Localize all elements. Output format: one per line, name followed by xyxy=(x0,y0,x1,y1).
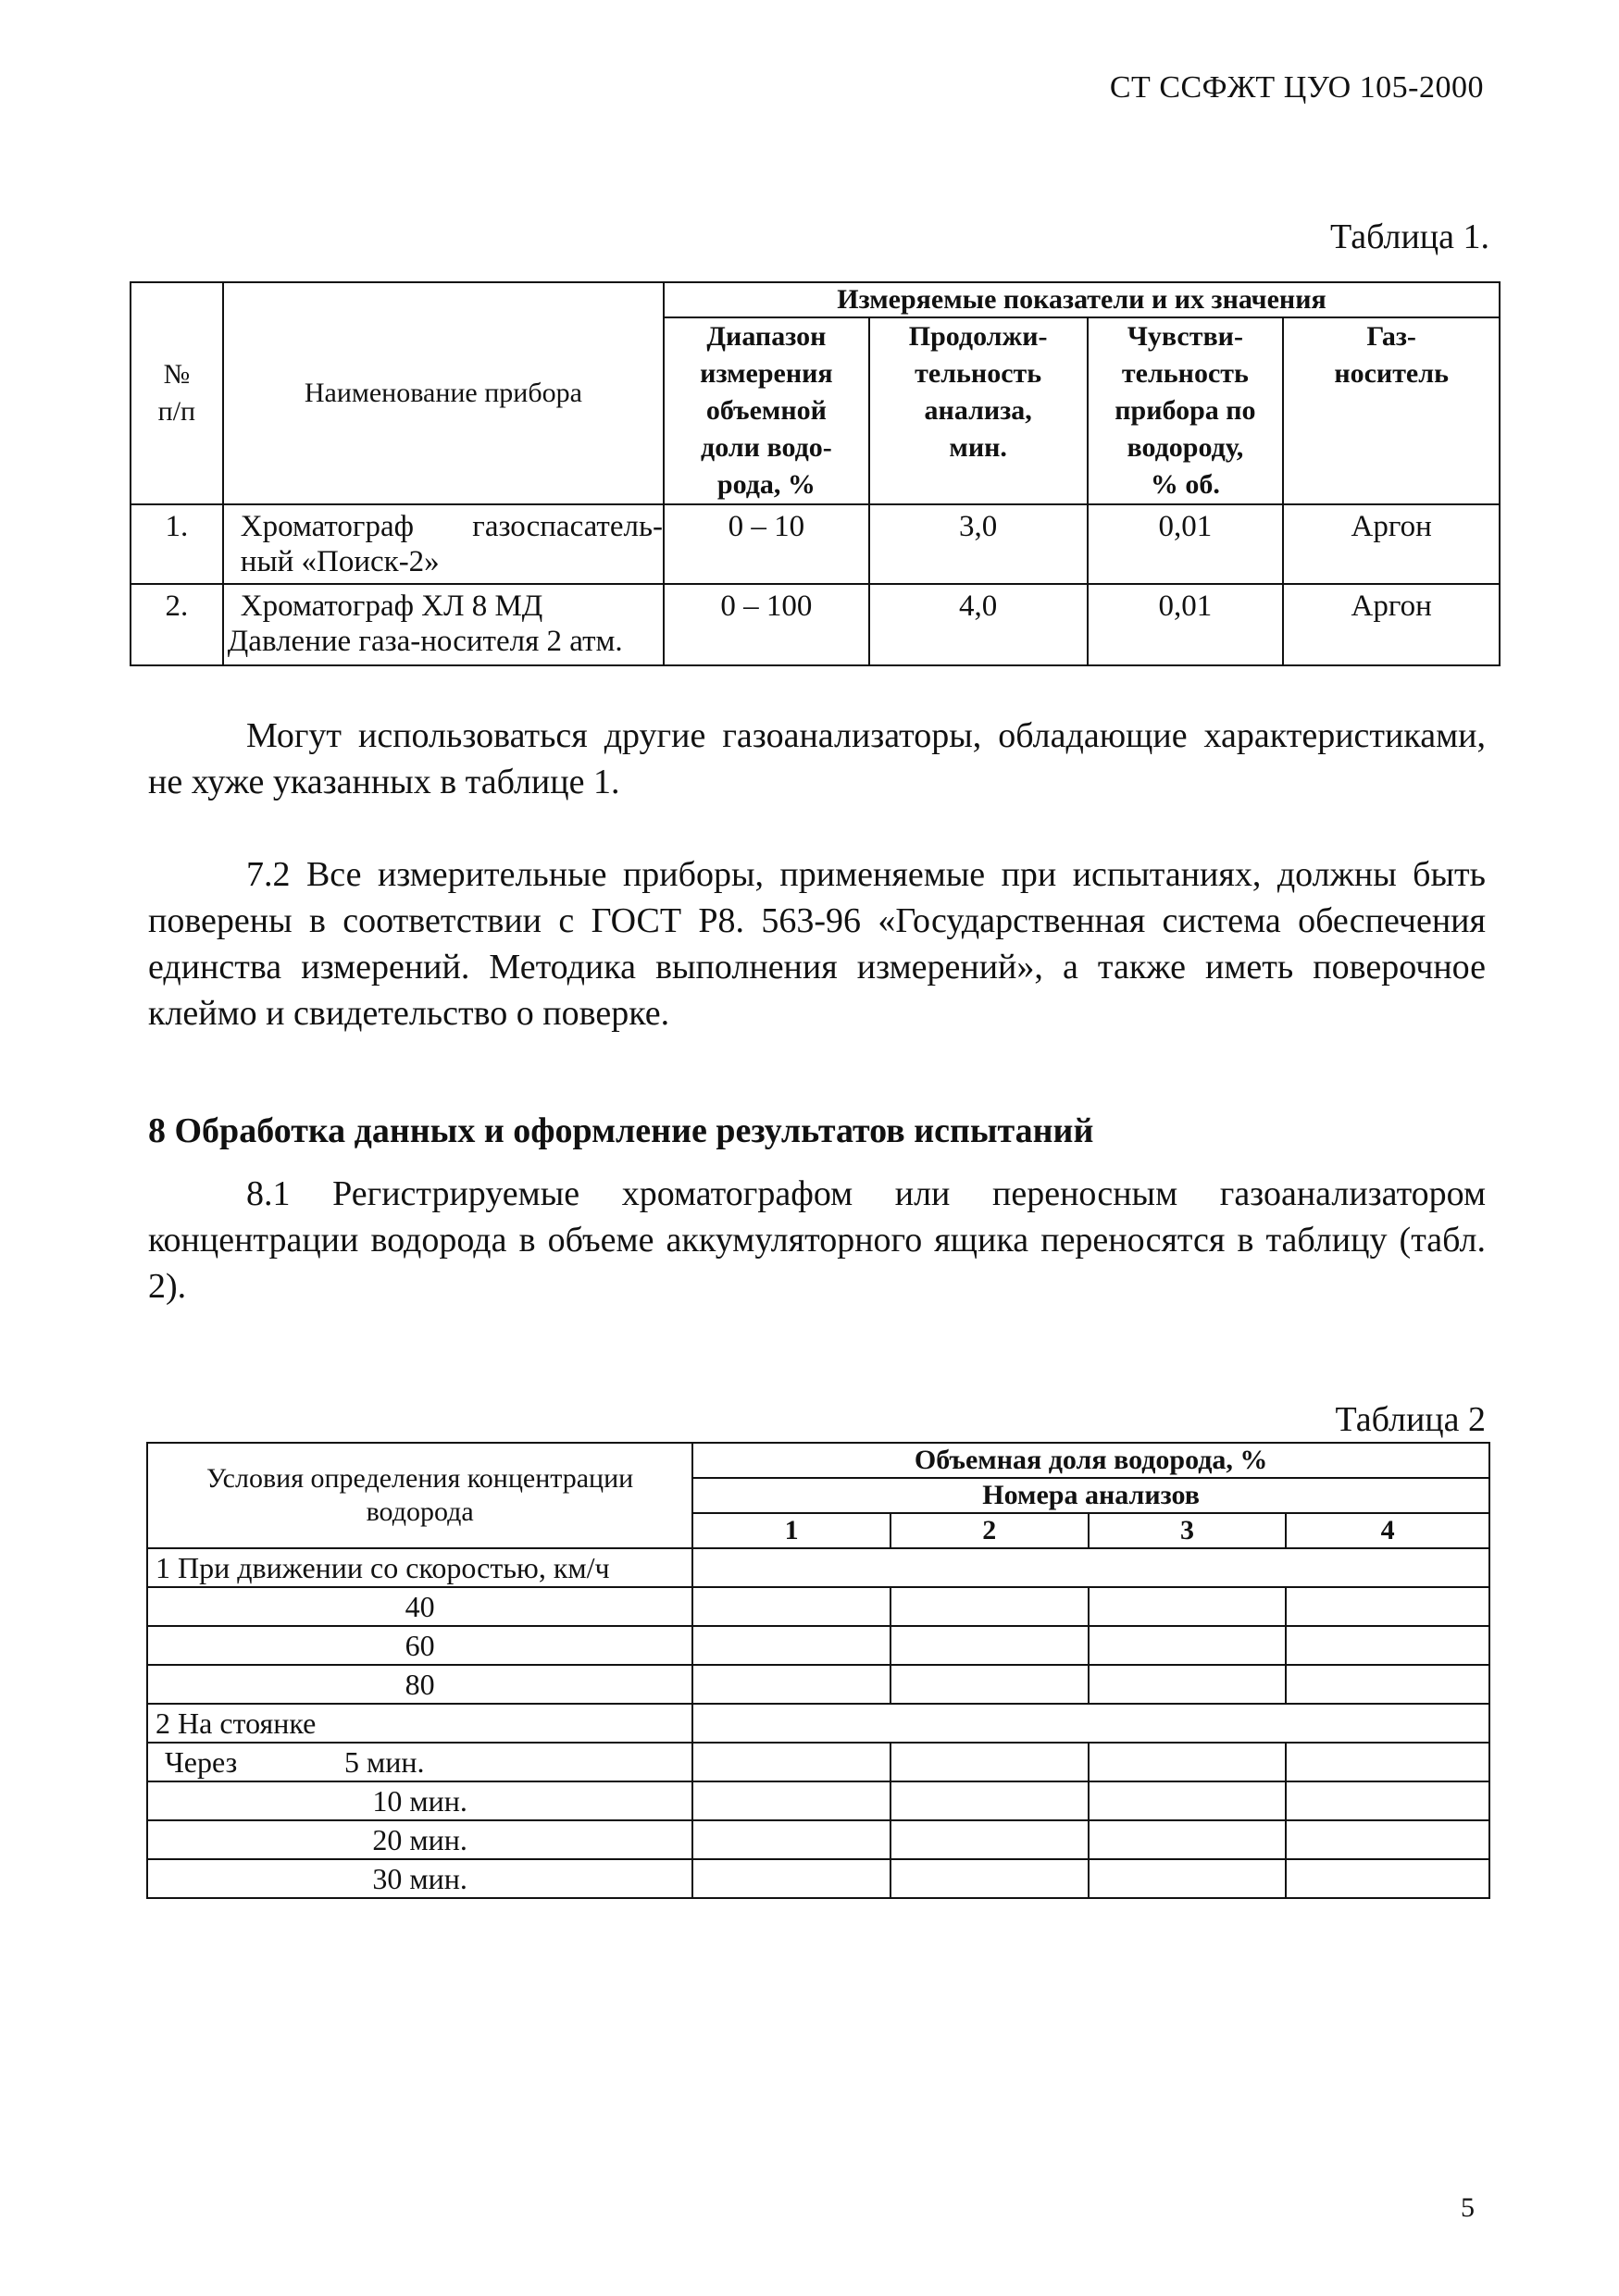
cell-range: 0 – 100 xyxy=(664,584,869,665)
paragraph-other-analyzers: Могут использоваться другие газоанализаторы, обладающие характеристиками, не хуже указанных в таблице 1. xyxy=(148,716,1486,801)
cell-empty xyxy=(1089,1820,1287,1859)
table-row xyxy=(147,1665,1489,1704)
cell-condition: 2 На стоянке xyxy=(147,1704,692,1743)
cell-empty xyxy=(1286,1859,1489,1898)
table-1-caption: Таблица 1. xyxy=(1329,217,1489,256)
cell-name: Хроматограф газоспасатель- ный «Поиск-2» xyxy=(223,504,664,584)
page-number: 5 xyxy=(1461,2192,1475,2223)
col-header-sensitivity: Чувстви- тельность прибора по водороду, % об. xyxy=(1088,317,1284,504)
cell-empty xyxy=(1286,1665,1489,1704)
col-header-analysis-1: 1 xyxy=(692,1513,890,1548)
cell-empty xyxy=(1286,1587,1489,1626)
col-header-number: № п/п xyxy=(131,282,223,504)
cell-empty xyxy=(692,1587,890,1626)
cell-empty xyxy=(890,1781,1089,1820)
cell-empty xyxy=(1089,1587,1287,1626)
hydrogen-concentration-table xyxy=(146,1442,1490,1899)
cell-empty xyxy=(1089,1665,1287,1704)
cell-gas: Аргон xyxy=(1283,584,1500,665)
cell-empty-span xyxy=(692,1704,1489,1743)
cell-empty xyxy=(890,1626,1089,1665)
cell-name: Хроматограф ХЛ 8 МД Давление газа-носителя 2 атм. xyxy=(223,584,664,665)
col-header-analysis-2: 2 xyxy=(890,1513,1089,1548)
cell-range: 0 – 10 xyxy=(664,504,869,584)
cell-empty xyxy=(692,1743,890,1781)
cell-empty xyxy=(692,1820,890,1859)
cell-empty xyxy=(1089,1743,1287,1781)
cell-empty xyxy=(890,1665,1089,1704)
cell-condition: 30 мин. xyxy=(147,1859,692,1898)
cell-empty xyxy=(1089,1781,1287,1820)
cell-condition: 20 мин. xyxy=(147,1820,692,1859)
instruments-table xyxy=(130,281,1501,666)
table-2-caption: Таблица 2 xyxy=(1335,1400,1486,1439)
paragraph-7-2: 7.2 Все измерительные приборы, применяемые при испытаниях, должны быть поверены в соответствии с ГОСТ Р8. 563-96 «Государственная система обеспечения единства измерений. Методика выполнения измерений», а также иметь поверочное клеймо и свидетельство о поверке. xyxy=(148,855,1486,1033)
cell-condition: 1 При движении со скоростью, км/ч xyxy=(147,1548,692,1587)
table-row xyxy=(147,1587,1489,1626)
col-header-range: Диапазон измерения объемной доли водо- рода, % xyxy=(664,317,869,504)
cell-number: 1. xyxy=(131,504,223,584)
cell-empty xyxy=(890,1743,1089,1781)
group-header-analysis-numbers: Номера анализов xyxy=(692,1478,1489,1513)
col-header-name: Наименование прибора xyxy=(223,282,664,504)
table-row xyxy=(147,1626,1489,1665)
group-header-measured-indicators: Измеряемые показатели и их значения xyxy=(664,282,1500,317)
cell-condition: 10 мин. xyxy=(147,1781,692,1820)
col-header-carrier-gas: Газ- носитель xyxy=(1283,317,1500,504)
cell-sensitivity: 0,01 xyxy=(1088,584,1284,665)
section-heading: 8 Обработка данных и оформление результатов испытаний xyxy=(148,1111,1094,1150)
cell-condition: Через 5 мин. xyxy=(147,1743,692,1781)
cell-duration: 3,0 xyxy=(869,504,1088,584)
cell-empty xyxy=(692,1781,890,1820)
table-row xyxy=(147,1548,1489,1587)
cell-empty xyxy=(890,1587,1089,1626)
cell-condition: 60 xyxy=(147,1626,692,1665)
col-header-analysis-3: 3 xyxy=(1089,1513,1287,1548)
cell-gas: Аргон xyxy=(1283,504,1500,584)
table-row xyxy=(131,504,1500,584)
col-header-conditions: Условия определения концентрации водорода xyxy=(147,1443,692,1548)
cell-empty xyxy=(890,1859,1089,1898)
table-row xyxy=(147,1743,1489,1781)
cell-empty xyxy=(1286,1781,1489,1820)
cell-empty xyxy=(692,1665,890,1704)
cell-number: 2. xyxy=(131,584,223,665)
col-header-duration: Продолжи- тельность анализа, мин. xyxy=(869,317,1088,504)
cell-empty xyxy=(692,1626,890,1665)
cell-empty xyxy=(1286,1626,1489,1665)
table-row xyxy=(131,584,1500,665)
table-row xyxy=(147,1820,1489,1859)
table-row xyxy=(147,1781,1489,1820)
paragraph-8-1: 8.1 Регистрируемые хроматографом или переносным газоанализатором концентрации водорода в объеме аккумуляторного ящика переносятся в таблицу (табл. 2). xyxy=(148,1174,1486,1306)
cell-empty xyxy=(1089,1859,1287,1898)
col-header-analysis-4: 4 xyxy=(1286,1513,1489,1548)
cell-empty xyxy=(890,1820,1089,1859)
cell-condition: 40 xyxy=(147,1587,692,1626)
cell-condition: 80 xyxy=(147,1665,692,1704)
cell-sensitivity: 0,01 xyxy=(1088,504,1284,584)
group-header-volume-fraction: Объемная доля водорода, % xyxy=(692,1443,1489,1478)
table-row xyxy=(147,1859,1489,1898)
document-code: СТ ССФЖТ ЦУО 105-2000 xyxy=(1109,70,1484,105)
cell-empty xyxy=(692,1859,890,1898)
cell-empty xyxy=(1286,1743,1489,1781)
table-row xyxy=(147,1704,1489,1743)
cell-empty xyxy=(1089,1626,1287,1665)
cell-empty-span xyxy=(692,1548,1489,1587)
cell-duration: 4,0 xyxy=(869,584,1088,665)
cell-empty xyxy=(1286,1820,1489,1859)
